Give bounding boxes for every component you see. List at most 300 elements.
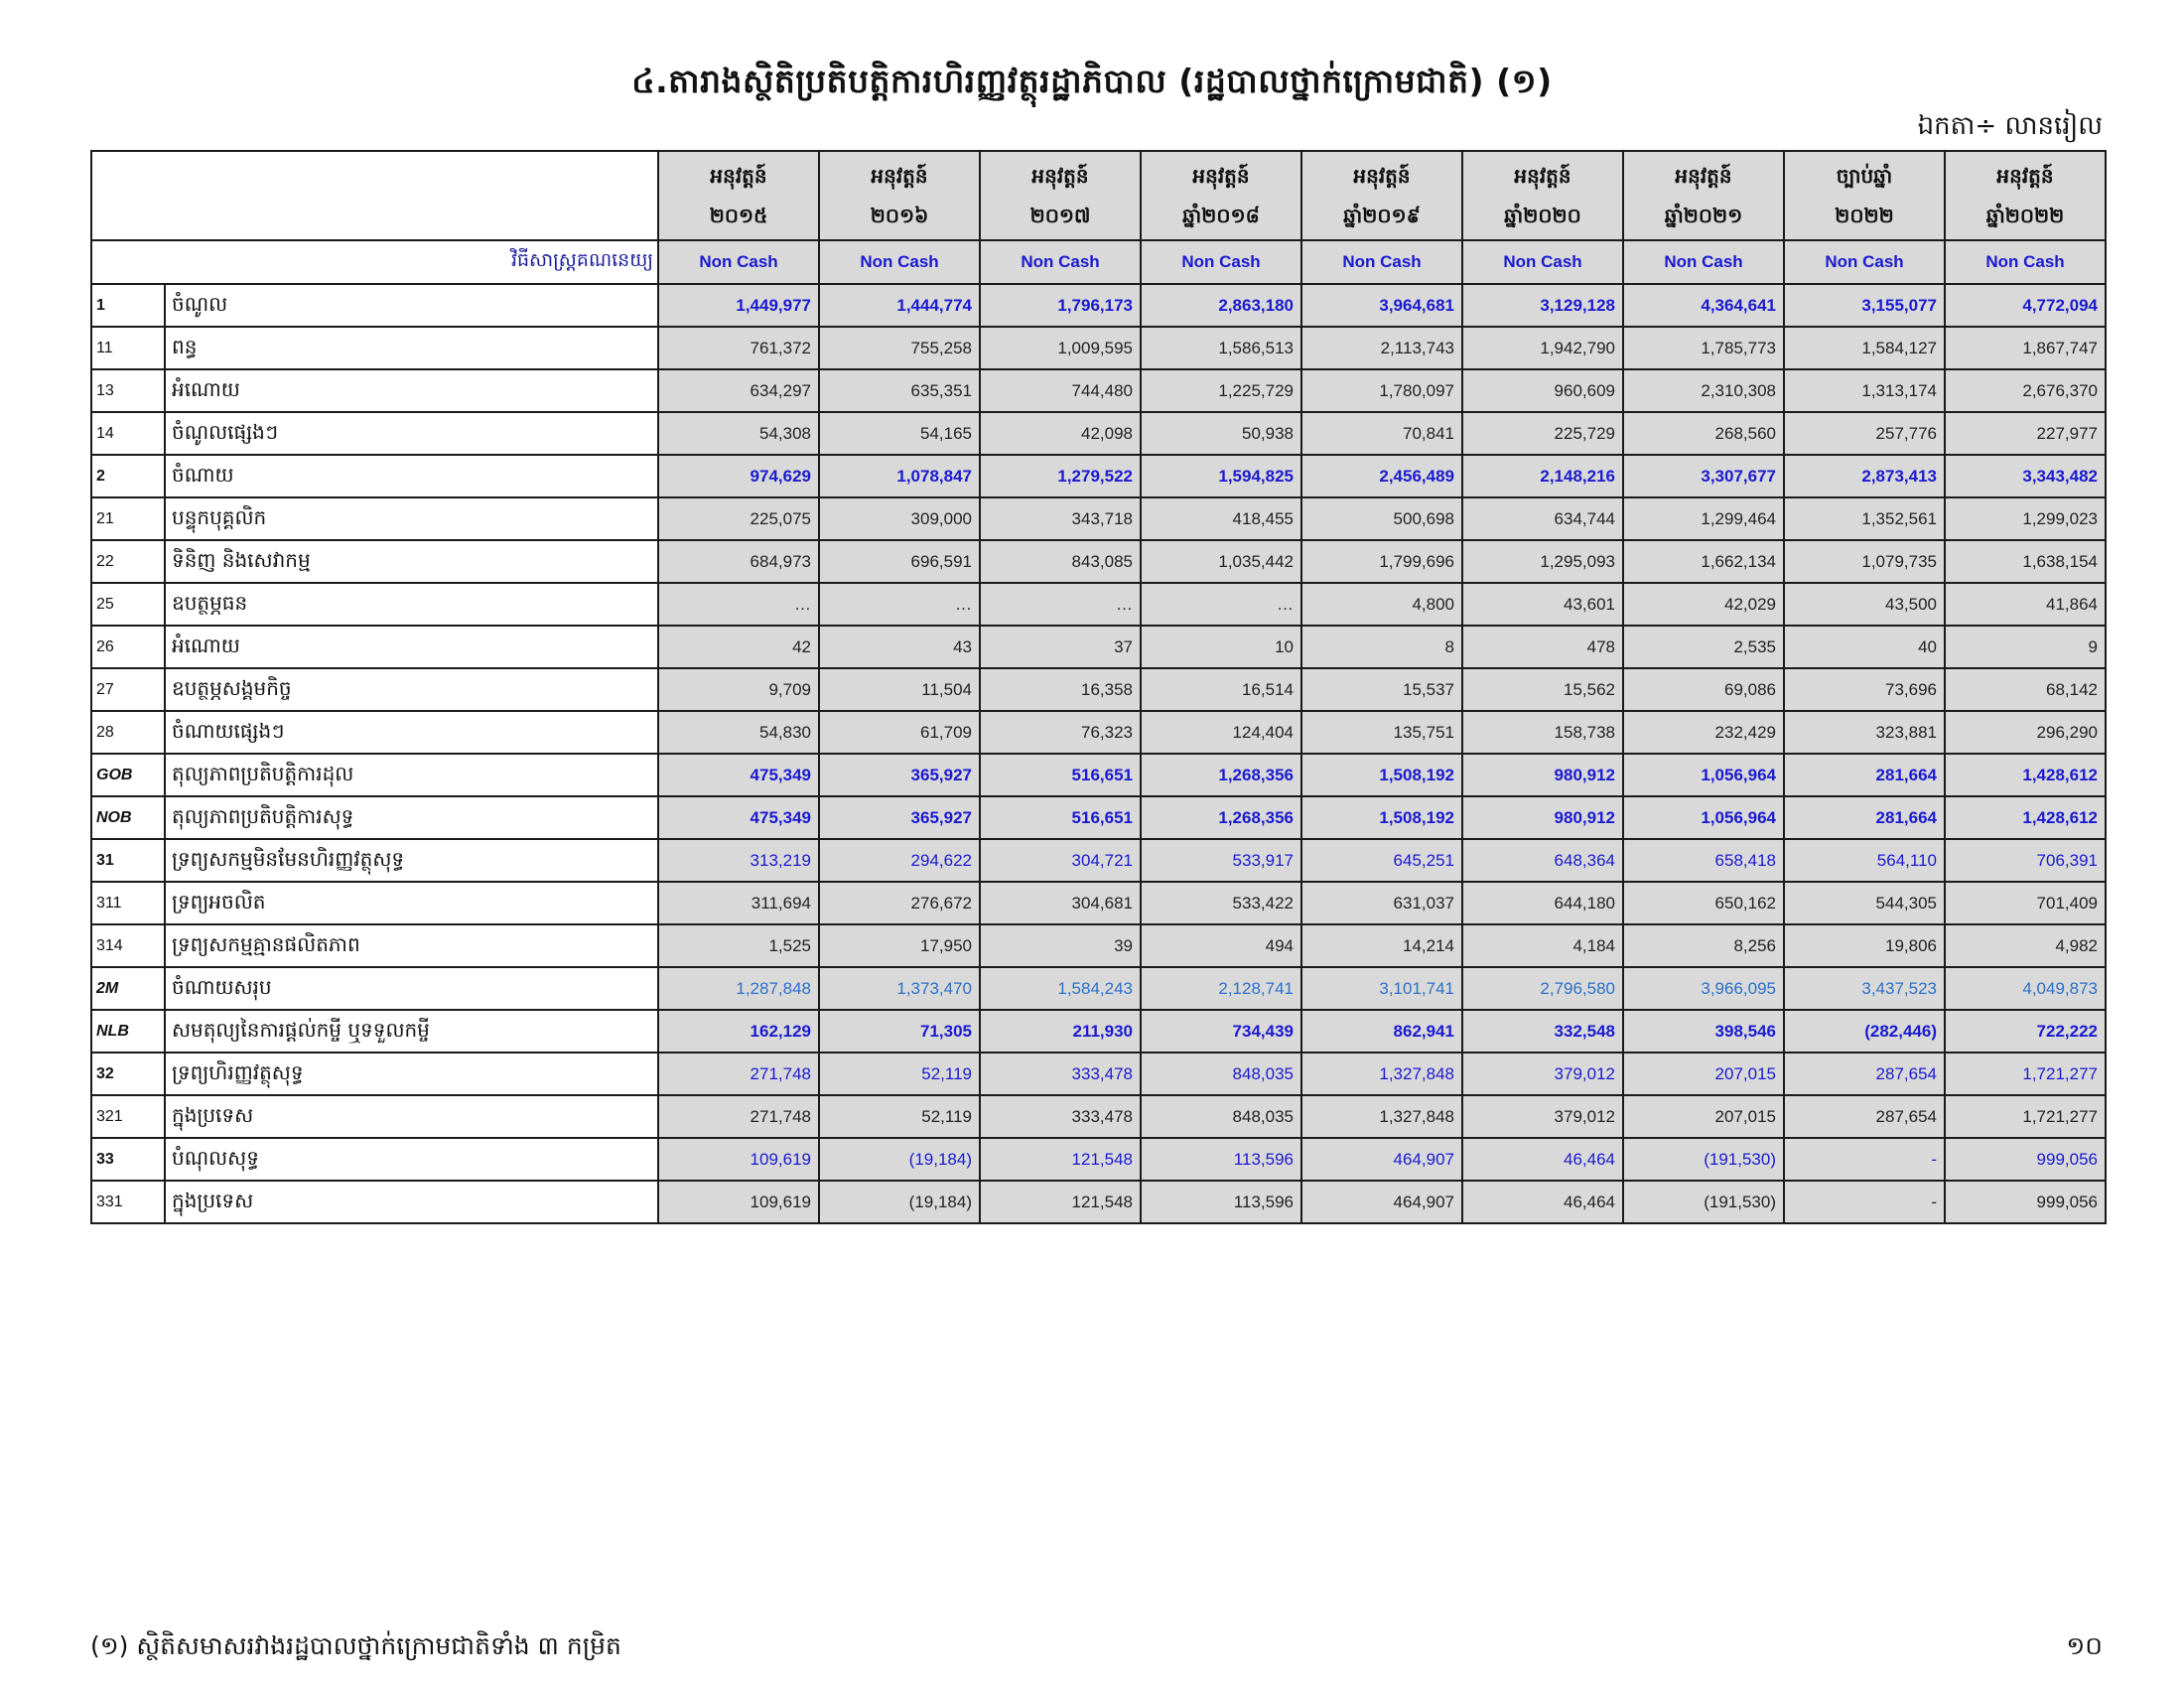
row-value: 1,373,470 — [819, 967, 980, 1010]
header-row — [91, 151, 2106, 240]
row-value: 1,428,612 — [1945, 754, 2106, 796]
row-label: ទ្រព្យសកម្មមិនមែនហិរញ្ញវត្ថុសុទ្ធ — [165, 839, 658, 882]
row-code: 1 — [91, 284, 165, 327]
row-label: ឧបត្ថម្ភធន — [165, 583, 658, 626]
row-value: 296,290 — [1945, 711, 2106, 754]
column-header-line1: អនុវត្តន៍ — [871, 164, 928, 188]
row-value: 1,327,848 — [1301, 1095, 1462, 1138]
row-code: 32 — [91, 1053, 165, 1095]
row-value: 50,938 — [1141, 412, 1301, 455]
row-value: 343,718 — [980, 497, 1141, 540]
row-value: 701,409 — [1945, 882, 2106, 924]
column-header-line1: អនុវត្តន៍ — [1514, 164, 1571, 188]
row-value: 113,596 — [1141, 1181, 1301, 1223]
row-label: ទ្រព្យហិរញ្ញវត្ថុសុទ្ធ — [165, 1053, 658, 1095]
row-value: 43 — [819, 626, 980, 668]
row-code: 314 — [91, 924, 165, 967]
row-value: (191,530) — [1623, 1138, 1784, 1181]
row-value: 42,098 — [980, 412, 1141, 455]
row-value: 281,664 — [1784, 796, 1945, 839]
row-value: 2,863,180 — [1141, 284, 1301, 327]
row-value: 1,035,442 — [1141, 540, 1301, 583]
row-value: 225,075 — [658, 497, 819, 540]
row-value: 68,142 — [1945, 668, 2106, 711]
row-value: 862,941 — [1301, 1010, 1462, 1053]
method-cell: Non Cash — [1462, 240, 1623, 284]
row-value: 332,548 — [1462, 1010, 1623, 1053]
row-value: 162,129 — [658, 1010, 819, 1053]
table-row — [91, 711, 2106, 754]
row-value: 61,709 — [819, 711, 980, 754]
column-header-line2: ២០១៧ — [1029, 204, 1091, 227]
row-code: 2M — [91, 967, 165, 1010]
row-value: 1,942,790 — [1462, 327, 1623, 369]
row-value: 1,287,848 — [658, 967, 819, 1010]
row-value: 658,418 — [1623, 839, 1784, 882]
row-label: ពន្ធ — [165, 327, 658, 369]
row-value: 4,184 — [1462, 924, 1623, 967]
row-value: 516,651 — [980, 754, 1141, 796]
row-label: ទិនិញ និងសេវាកម្ម — [165, 540, 658, 583]
table-row — [91, 284, 2106, 327]
row-value: 475,349 — [658, 754, 819, 796]
row-value: 2,873,413 — [1784, 455, 1945, 497]
table-row — [91, 967, 2106, 1010]
row-code: 14 — [91, 412, 165, 455]
row-value: 16,514 — [1141, 668, 1301, 711]
page-title: ៤.តារាងស្ថិតិប្រតិបត្តិការហិរញ្ញវត្ថុរដ្ឋាភិបាល (រដ្ឋបាលថ្នាក់ក្រោមជាតិ) (១) — [631, 62, 1553, 100]
row-value: 135,751 — [1301, 711, 1462, 754]
table-row — [91, 369, 2106, 412]
row-value: 843,085 — [980, 540, 1141, 583]
row-value: 71,305 — [819, 1010, 980, 1053]
row-value: 70,841 — [1301, 412, 1462, 455]
row-value: 960,609 — [1462, 369, 1623, 412]
table-row — [91, 1138, 2106, 1181]
row-value: 124,404 — [1141, 711, 1301, 754]
row-value: 1,078,847 — [819, 455, 980, 497]
row-code: 28 — [91, 711, 165, 754]
row-value: 16,358 — [980, 668, 1141, 711]
row-value: 1,313,174 — [1784, 369, 1945, 412]
row-label: តុល្យភាពប្រតិបត្តិការដុល — [165, 754, 658, 796]
column-header — [1784, 151, 1945, 240]
row-code: 321 — [91, 1095, 165, 1138]
row-value: - — [1784, 1138, 1945, 1181]
row-value: 304,681 — [980, 882, 1141, 924]
row-value: 1,799,696 — [1301, 540, 1462, 583]
table-row — [91, 668, 2106, 711]
row-value: 43,601 — [1462, 583, 1623, 626]
row-value: 418,455 — [1141, 497, 1301, 540]
row-value: 755,258 — [819, 327, 980, 369]
row-value: 1,525 — [658, 924, 819, 967]
row-value: 11,504 — [819, 668, 980, 711]
row-value: 648,364 — [1462, 839, 1623, 882]
row-value: 1,268,356 — [1141, 796, 1301, 839]
row-value: 1,721,277 — [1945, 1095, 2106, 1138]
table-row — [91, 882, 2106, 924]
row-value: 1,009,595 — [980, 327, 1141, 369]
row-value: 39 — [980, 924, 1141, 967]
row-value: 40 — [1784, 626, 1945, 668]
table-row — [91, 754, 2106, 796]
row-value: 211,930 — [980, 1010, 1141, 1053]
row-code: 33 — [91, 1138, 165, 1181]
column-header — [819, 151, 980, 240]
row-code: 26 — [91, 626, 165, 668]
row-value: 2,148,216 — [1462, 455, 1623, 497]
row-code: 22 — [91, 540, 165, 583]
table-row — [91, 839, 2106, 882]
row-code: 27 — [91, 668, 165, 711]
row-value: 1,352,561 — [1784, 497, 1945, 540]
row-value: 4,982 — [1945, 924, 2106, 967]
table-row — [91, 327, 2106, 369]
row-value: 564,110 — [1784, 839, 1945, 882]
row-label: ចំណូលផ្សេងៗ — [165, 412, 658, 455]
row-value: 54,165 — [819, 412, 980, 455]
row-value: 42 — [658, 626, 819, 668]
row-value: 10 — [1141, 626, 1301, 668]
row-label: ចំណាយសរុប — [165, 967, 658, 1010]
table-row — [91, 412, 2106, 455]
method-cell: Non Cash — [658, 240, 819, 284]
table-row — [91, 1053, 2106, 1095]
row-value: 1,508,192 — [1301, 754, 1462, 796]
row-value: 37 — [980, 626, 1141, 668]
row-value: 1,721,277 — [1945, 1053, 2106, 1095]
row-value: 2,796,580 — [1462, 967, 1623, 1010]
row-value: 3,966,095 — [1623, 967, 1784, 1010]
row-label: ចំណាយ — [165, 455, 658, 497]
row-value: 276,672 — [819, 882, 980, 924]
row-value: 42,029 — [1623, 583, 1784, 626]
row-code: 21 — [91, 497, 165, 540]
row-value: 1,780,097 — [1301, 369, 1462, 412]
row-value: 232,429 — [1623, 711, 1784, 754]
row-value: 9,709 — [658, 668, 819, 711]
row-value: 1,279,522 — [980, 455, 1141, 497]
method-cell: Non Cash — [1623, 240, 1784, 284]
column-header-line1: អនុវត្តន៍ — [1031, 164, 1089, 188]
method-cell: Non Cash — [819, 240, 980, 284]
row-value: … — [819, 583, 980, 626]
row-value: 999,056 — [1945, 1138, 2106, 1181]
column-header-line1: អនុវត្តន៍ — [1996, 164, 2054, 188]
row-value: 9 — [1945, 626, 2106, 668]
table-row — [91, 1095, 2106, 1138]
row-value: 41,864 — [1945, 583, 2106, 626]
row-value: 2,113,743 — [1301, 327, 1462, 369]
row-value: 734,439 — [1141, 1010, 1301, 1053]
row-value: 379,012 — [1462, 1053, 1623, 1095]
row-value: 2,456,489 — [1301, 455, 1462, 497]
row-value: 1,428,612 — [1945, 796, 2106, 839]
row-value: (191,530) — [1623, 1181, 1784, 1223]
column-header-line2: ២០២២ — [1835, 204, 1894, 227]
row-value: 2,310,308 — [1623, 369, 1784, 412]
row-value: 2,128,741 — [1141, 967, 1301, 1010]
row-value: 1,638,154 — [1945, 540, 2106, 583]
accounting-method-label: វិធីសាស្ត្រគណនេយ្យ — [91, 240, 658, 284]
row-value: 3,307,677 — [1623, 455, 1784, 497]
row-value: 1,586,513 — [1141, 327, 1301, 369]
row-value: 1,299,023 — [1945, 497, 2106, 540]
column-header-line1: អនុវត្តន៍ — [1353, 164, 1411, 188]
row-value: 475,349 — [658, 796, 819, 839]
row-value: 4,800 — [1301, 583, 1462, 626]
row-value: 158,738 — [1462, 711, 1623, 754]
row-value: 1,584,243 — [980, 967, 1141, 1010]
row-value: 1,056,964 — [1623, 754, 1784, 796]
row-value: 1,295,093 — [1462, 540, 1623, 583]
row-value: 15,562 — [1462, 668, 1623, 711]
row-value: 17,950 — [819, 924, 980, 967]
row-label: ចំណាយផ្សេងៗ — [165, 711, 658, 754]
row-label: ទ្រព្យសកម្មគ្មានផលិតភាព — [165, 924, 658, 967]
row-code: 11 — [91, 327, 165, 369]
table-row — [91, 796, 2106, 839]
row-code: GOB — [91, 754, 165, 796]
row-value: 281,664 — [1784, 754, 1945, 796]
row-value: 333,478 — [980, 1095, 1141, 1138]
column-header-line2: ឆ្នាំ២០២២ — [1985, 204, 2065, 227]
row-value: 631,037 — [1301, 882, 1462, 924]
row-value: … — [1141, 583, 1301, 626]
row-value: 287,654 — [1784, 1095, 1945, 1138]
column-header — [1623, 151, 1784, 240]
row-value: 980,912 — [1462, 754, 1623, 796]
row-value: 1,327,848 — [1301, 1053, 1462, 1095]
row-value: - — [1784, 1181, 1945, 1223]
column-header — [980, 151, 1141, 240]
table-body — [91, 284, 2106, 1223]
column-header — [1141, 151, 1301, 240]
column-header-line2: ឆ្នាំ២០២០ — [1504, 204, 1581, 227]
column-header — [1462, 151, 1623, 240]
row-value: 271,748 — [658, 1053, 819, 1095]
row-value: 294,622 — [819, 839, 980, 882]
row-value: 365,927 — [819, 754, 980, 796]
row-value: 999,056 — [1945, 1181, 2106, 1223]
row-value: 2,535 — [1623, 626, 1784, 668]
method-cell: Non Cash — [1301, 240, 1462, 284]
column-header-line1: អនុវត្តន៍ — [1675, 164, 1732, 188]
row-value: (19,184) — [819, 1138, 980, 1181]
row-value: 644,180 — [1462, 882, 1623, 924]
accounting-method-row — [91, 240, 2106, 284]
row-label: សមតុល្យនៃការផ្តល់កម្ចី ឬទទួលកម្ចី — [165, 1010, 658, 1053]
row-code: NLB — [91, 1010, 165, 1053]
column-header-line2: ឆ្នាំ២០១៨ — [1182, 204, 1260, 227]
row-value: 309,000 — [819, 497, 980, 540]
row-value: 848,035 — [1141, 1095, 1301, 1138]
row-code: 31 — [91, 839, 165, 882]
row-value: 1,449,977 — [658, 284, 819, 327]
row-value: 635,351 — [819, 369, 980, 412]
row-value: 1,796,173 — [980, 284, 1141, 327]
column-header-line1: ច្បាប់ឆ្នាំ — [1836, 164, 1893, 188]
row-value: 1,225,729 — [1141, 369, 1301, 412]
row-code: NOB — [91, 796, 165, 839]
row-value: 4,364,641 — [1623, 284, 1784, 327]
row-code: 311 — [91, 882, 165, 924]
row-value: 46,464 — [1462, 1138, 1623, 1181]
row-value: 323,881 — [1784, 711, 1945, 754]
row-value: 207,015 — [1623, 1095, 1784, 1138]
row-value: 1,584,127 — [1784, 327, 1945, 369]
table-row — [91, 583, 2106, 626]
row-value: 761,372 — [658, 327, 819, 369]
row-code: 25 — [91, 583, 165, 626]
row-value: 227,977 — [1945, 412, 2106, 455]
row-value: 1,508,192 — [1301, 796, 1462, 839]
row-label: បំណុលសុទ្ធ — [165, 1138, 658, 1181]
row-value: 311,694 — [658, 882, 819, 924]
row-value: 1,299,464 — [1623, 497, 1784, 540]
column-header-line2: ២០១៦ — [870, 204, 929, 227]
row-value: 533,422 — [1141, 882, 1301, 924]
row-value: 76,323 — [980, 711, 1141, 754]
row-value: 1,079,735 — [1784, 540, 1945, 583]
row-value: 974,629 — [658, 455, 819, 497]
row-value: 398,546 — [1623, 1010, 1784, 1053]
table-row — [91, 626, 2106, 668]
row-value: … — [658, 583, 819, 626]
row-value: 696,591 — [819, 540, 980, 583]
row-value: 257,776 — [1784, 412, 1945, 455]
table-row — [91, 455, 2106, 497]
row-label: ទ្រព្យអចលិត — [165, 882, 658, 924]
column-header — [1301, 151, 1462, 240]
method-cell: Non Cash — [1141, 240, 1301, 284]
column-header-line2: ២០១៥ — [709, 204, 768, 227]
table-row — [91, 1181, 2106, 1223]
row-label: ក្នុងប្រទេស — [165, 1095, 658, 1138]
column-header — [1945, 151, 2106, 240]
row-value: 464,907 — [1301, 1181, 1462, 1223]
row-code: 331 — [91, 1181, 165, 1223]
row-code: 2 — [91, 455, 165, 497]
row-label: តុល្យភាពប្រតិបត្តិការសុទ្ធ — [165, 796, 658, 839]
table-row — [91, 924, 2106, 967]
footnote: (១) ស្ថិតិសមាសរវាងរដ្ឋបាលថ្នាក់ក្រោមជាតិទាំង ៣ កម្រិត — [90, 1631, 621, 1660]
row-value: 304,721 — [980, 839, 1141, 882]
row-value: 313,219 — [658, 839, 819, 882]
statistics-table — [90, 150, 2107, 1224]
row-value: 54,308 — [658, 412, 819, 455]
row-value: (282,446) — [1784, 1010, 1945, 1053]
method-cell: Non Cash — [1945, 240, 2106, 284]
row-label: បន្ទុកបុគ្គលិក — [165, 497, 658, 540]
row-value: 3,437,523 — [1784, 967, 1945, 1010]
row-value: 1,056,964 — [1623, 796, 1784, 839]
table-row — [91, 540, 2106, 583]
row-value: 121,548 — [980, 1181, 1141, 1223]
row-value: 650,162 — [1623, 882, 1784, 924]
row-value: 744,480 — [980, 369, 1141, 412]
row-value: 3,129,128 — [1462, 284, 1623, 327]
row-label: ក្នុងប្រទេស — [165, 1181, 658, 1223]
row-value: 52,119 — [819, 1095, 980, 1138]
row-value: 684,973 — [658, 540, 819, 583]
column-header-line1: អនុវត្តន៍ — [1192, 164, 1250, 188]
row-value: 1,785,773 — [1623, 327, 1784, 369]
row-value: 4,049,873 — [1945, 967, 2106, 1010]
row-value: 109,619 — [658, 1181, 819, 1223]
row-value: 52,119 — [819, 1053, 980, 1095]
row-value: 848,035 — [1141, 1053, 1301, 1095]
row-value: 4,772,094 — [1945, 284, 2106, 327]
row-value: 8,256 — [1623, 924, 1784, 967]
row-value: (19,184) — [819, 1181, 980, 1223]
row-value: 722,222 — [1945, 1010, 2106, 1053]
row-value: 1,594,825 — [1141, 455, 1301, 497]
row-value: 533,917 — [1141, 839, 1301, 882]
row-value: 268,560 — [1623, 412, 1784, 455]
method-cell: Non Cash — [980, 240, 1141, 284]
row-value: 478 — [1462, 626, 1623, 668]
row-value: 1,662,134 — [1623, 540, 1784, 583]
row-value: 379,012 — [1462, 1095, 1623, 1138]
method-cell: Non Cash — [1784, 240, 1945, 284]
row-value: 19,806 — [1784, 924, 1945, 967]
row-label: អំណោយ — [165, 626, 658, 668]
row-value: 14,214 — [1301, 924, 1462, 967]
row-label: ឧបត្ថម្ភសង្គមកិច្ច — [165, 668, 658, 711]
row-value: 54,830 — [658, 711, 819, 754]
row-value: 500,698 — [1301, 497, 1462, 540]
row-value: 3,964,681 — [1301, 284, 1462, 327]
row-value: 706,391 — [1945, 839, 2106, 882]
row-value: 271,748 — [658, 1095, 819, 1138]
row-value: … — [980, 583, 1141, 626]
row-value: 634,297 — [658, 369, 819, 412]
row-value: 365,927 — [819, 796, 980, 839]
row-value: 113,596 — [1141, 1138, 1301, 1181]
column-header-line1: អនុវត្តន៍ — [710, 164, 767, 188]
row-value: 2,676,370 — [1945, 369, 2106, 412]
row-label: ចំណូល — [165, 284, 658, 327]
row-value: 109,619 — [658, 1138, 819, 1181]
row-value: 645,251 — [1301, 839, 1462, 882]
row-value: 494 — [1141, 924, 1301, 967]
row-value: 3,155,077 — [1784, 284, 1945, 327]
row-value: 1,867,747 — [1945, 327, 2106, 369]
row-value: 46,464 — [1462, 1181, 1623, 1223]
row-value: 3,343,482 — [1945, 455, 2106, 497]
row-value: 207,015 — [1623, 1053, 1784, 1095]
row-value: 43,500 — [1784, 583, 1945, 626]
row-value: 634,744 — [1462, 497, 1623, 540]
column-header — [658, 151, 819, 240]
column-header-line2: ឆ្នាំ២០២១ — [1664, 204, 1743, 227]
row-value: 121,548 — [980, 1138, 1141, 1181]
row-value: 1,268,356 — [1141, 754, 1301, 796]
row-value: 3,101,741 — [1301, 967, 1462, 1010]
row-value: 516,651 — [980, 796, 1141, 839]
row-value: 980,912 — [1462, 796, 1623, 839]
row-value: 15,537 — [1301, 668, 1462, 711]
page-number: ១០ — [2066, 1631, 2103, 1660]
row-value: 225,729 — [1462, 412, 1623, 455]
column-header-line2: ឆ្នាំ២០១៩ — [1343, 204, 1421, 227]
row-label: អំណោយ — [165, 369, 658, 412]
row-value: 73,696 — [1784, 668, 1945, 711]
row-code: 13 — [91, 369, 165, 412]
unit-label: ឯកតា÷ លានរៀល — [1917, 111, 2103, 141]
